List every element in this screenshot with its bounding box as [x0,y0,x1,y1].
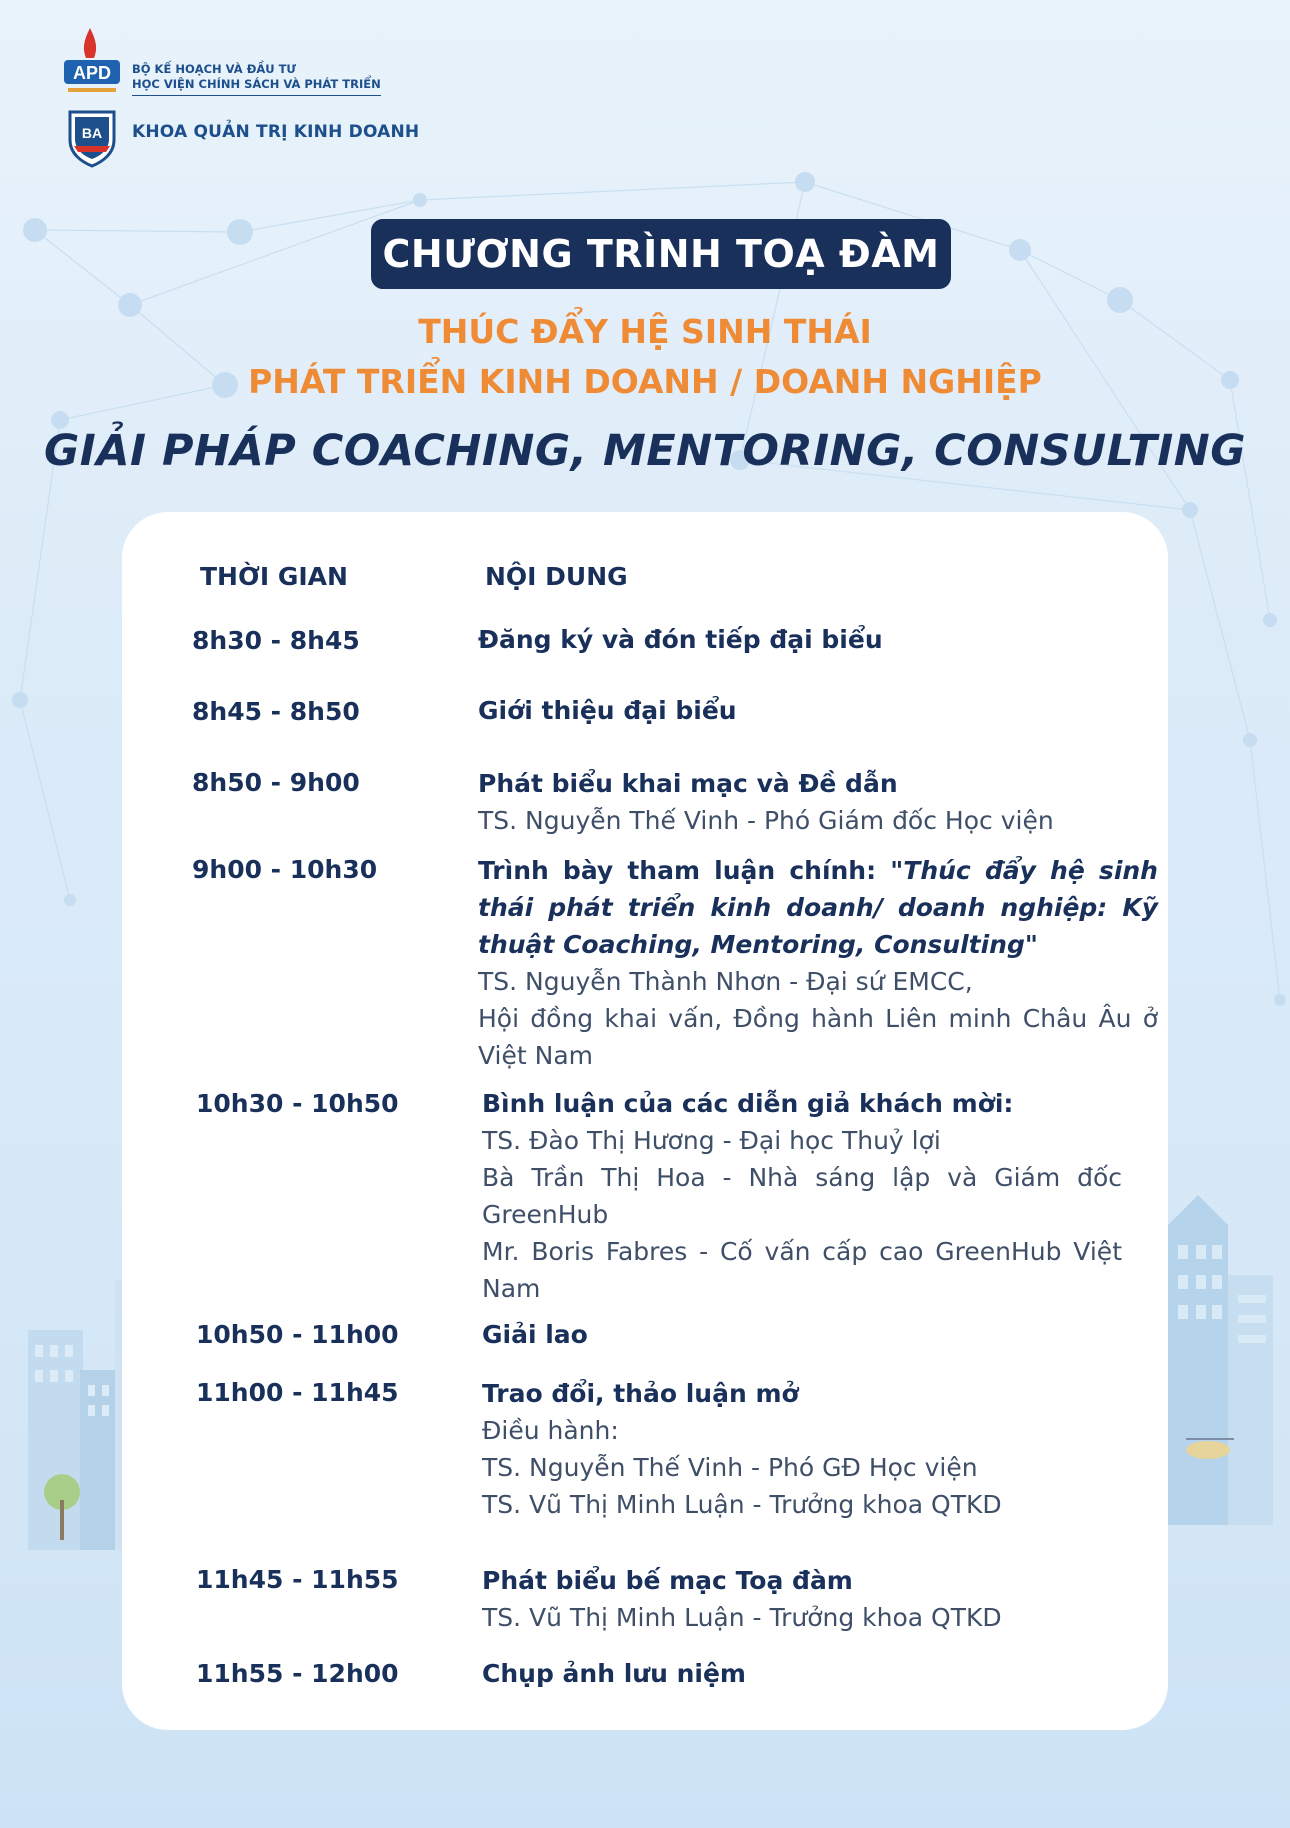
schedule-time: 9h00 - 10h30 [192,855,378,884]
svg-text:BA: BA [81,125,103,141]
schedule-time: 11h55 - 12h00 [196,1659,399,1688]
session-title [478,852,1158,963]
speaker: TS. Vũ Thị Minh Luận - Trưởng khoa QTKD [482,1603,1002,1632]
skyline-right [1168,1195,1278,1525]
speaker: TS. Đào Thị Hương - Đại học Thuỷ lợi [482,1126,941,1155]
session-title: Trao đổi, thảo luận mở [482,1379,799,1408]
speaker: Điều hành: [482,1416,619,1445]
organization-name [132,62,381,96]
schedule-content [478,692,1138,729]
page-title: CHƯƠNG TRÌNH TOẠ ĐÀM [371,219,951,289]
schedule-time: 11h45 - 11h55 [196,1565,399,1594]
schedule-time: 11h00 - 11h45 [196,1378,399,1407]
column-header-time: THỜI GIAN [200,562,348,591]
subtitle-line-2: PHÁT TRIỂN KINH DOANH / DOANH NGHIỆP [248,362,1042,401]
schedule-time: 10h50 - 11h00 [196,1320,399,1349]
session-title-topic: "Thúc đẩy hệ sinh thái phát triển kinh doanh/ doanh nghiệp: Kỹ thuật Coaching, Mentoring, Consulting" [478,856,1158,959]
session-title: Giải lao [482,1320,588,1349]
skyline-left [20,1270,130,1550]
speaker: Mr. Boris Fabres - Cố vấn cấp cao GreenHub Việt Nam [482,1237,1122,1303]
schedule-content [478,852,1158,1074]
schedule-time: 8h30 - 8h45 [192,626,360,655]
schedule-content [482,1562,1122,1636]
schedule-content [478,765,1158,839]
session-title: Đăng ký và đón tiếp đại biểu [478,625,883,654]
schedule-content [482,1085,1122,1307]
session-title: Chụp ảnh lưu niệm [482,1659,746,1688]
schedule-content [482,1655,1122,1692]
speaker: Hội đồng khai vấn, Đồng hành Liên minh Châu Âu ở Việt Nam [478,1004,1158,1070]
speaker: TS. Nguyễn Thành Nhơn - Đại sứ EMCC, [478,967,973,996]
column-header-content: NỘI DUNG [485,562,628,591]
main-heading: GIẢI PHÁP COACHING, MENTORING, CONSULTING [43,426,1247,476]
ministry-name: BỘ KẾ HOẠCH VÀ ĐẦU TƯ [132,62,297,76]
session-title: Phát biểu bế mạc Toạ đàm [482,1566,853,1595]
session-title-lead: Trình bày tham luận chính: [478,856,891,885]
schedule-content [482,1375,1122,1523]
schedule-content [478,621,1138,658]
subtitle-line-1: THÚC ĐẨY HỆ SINH THÁI [418,312,872,351]
schedule-time: 8h50 - 9h00 [192,768,360,797]
speaker: Bà Trần Thị Hoa - Nhà sáng lập và Giám đốc GreenHub [482,1163,1122,1229]
speaker: TS. Nguyễn Thế Vinh - Phó Giám đốc Học viện [478,806,1054,835]
session-title: Giới thiệu đại biểu [478,696,737,725]
session-title: Bình luận của các diễn giả khách mời: [482,1089,1014,1118]
header [62,26,462,176]
academy-name: HỌC VIỆN CHÍNH SÁCH VÀ PHÁT TRIỂN [132,77,381,96]
ba-shield-logo-icon [66,106,118,168]
apd-logo-icon [62,26,122,98]
schedule-content [482,1316,1122,1353]
speaker: TS. Nguyễn Thế Vinh - Phó GĐ Học viện [482,1453,978,1482]
faculty-name: KHOA QUẢN TRỊ KINH DOANH [132,122,420,142]
svg-text:APD: APD [72,63,112,83]
schedule-card [122,512,1168,1730]
schedule-time: 10h30 - 10h50 [196,1089,399,1118]
session-title: Phát biểu khai mạc và Đề dẫn [478,769,898,798]
schedule-time: 8h45 - 8h50 [192,697,360,726]
speaker: TS. Vũ Thị Minh Luận - Trưởng khoa QTKD [482,1490,1002,1519]
